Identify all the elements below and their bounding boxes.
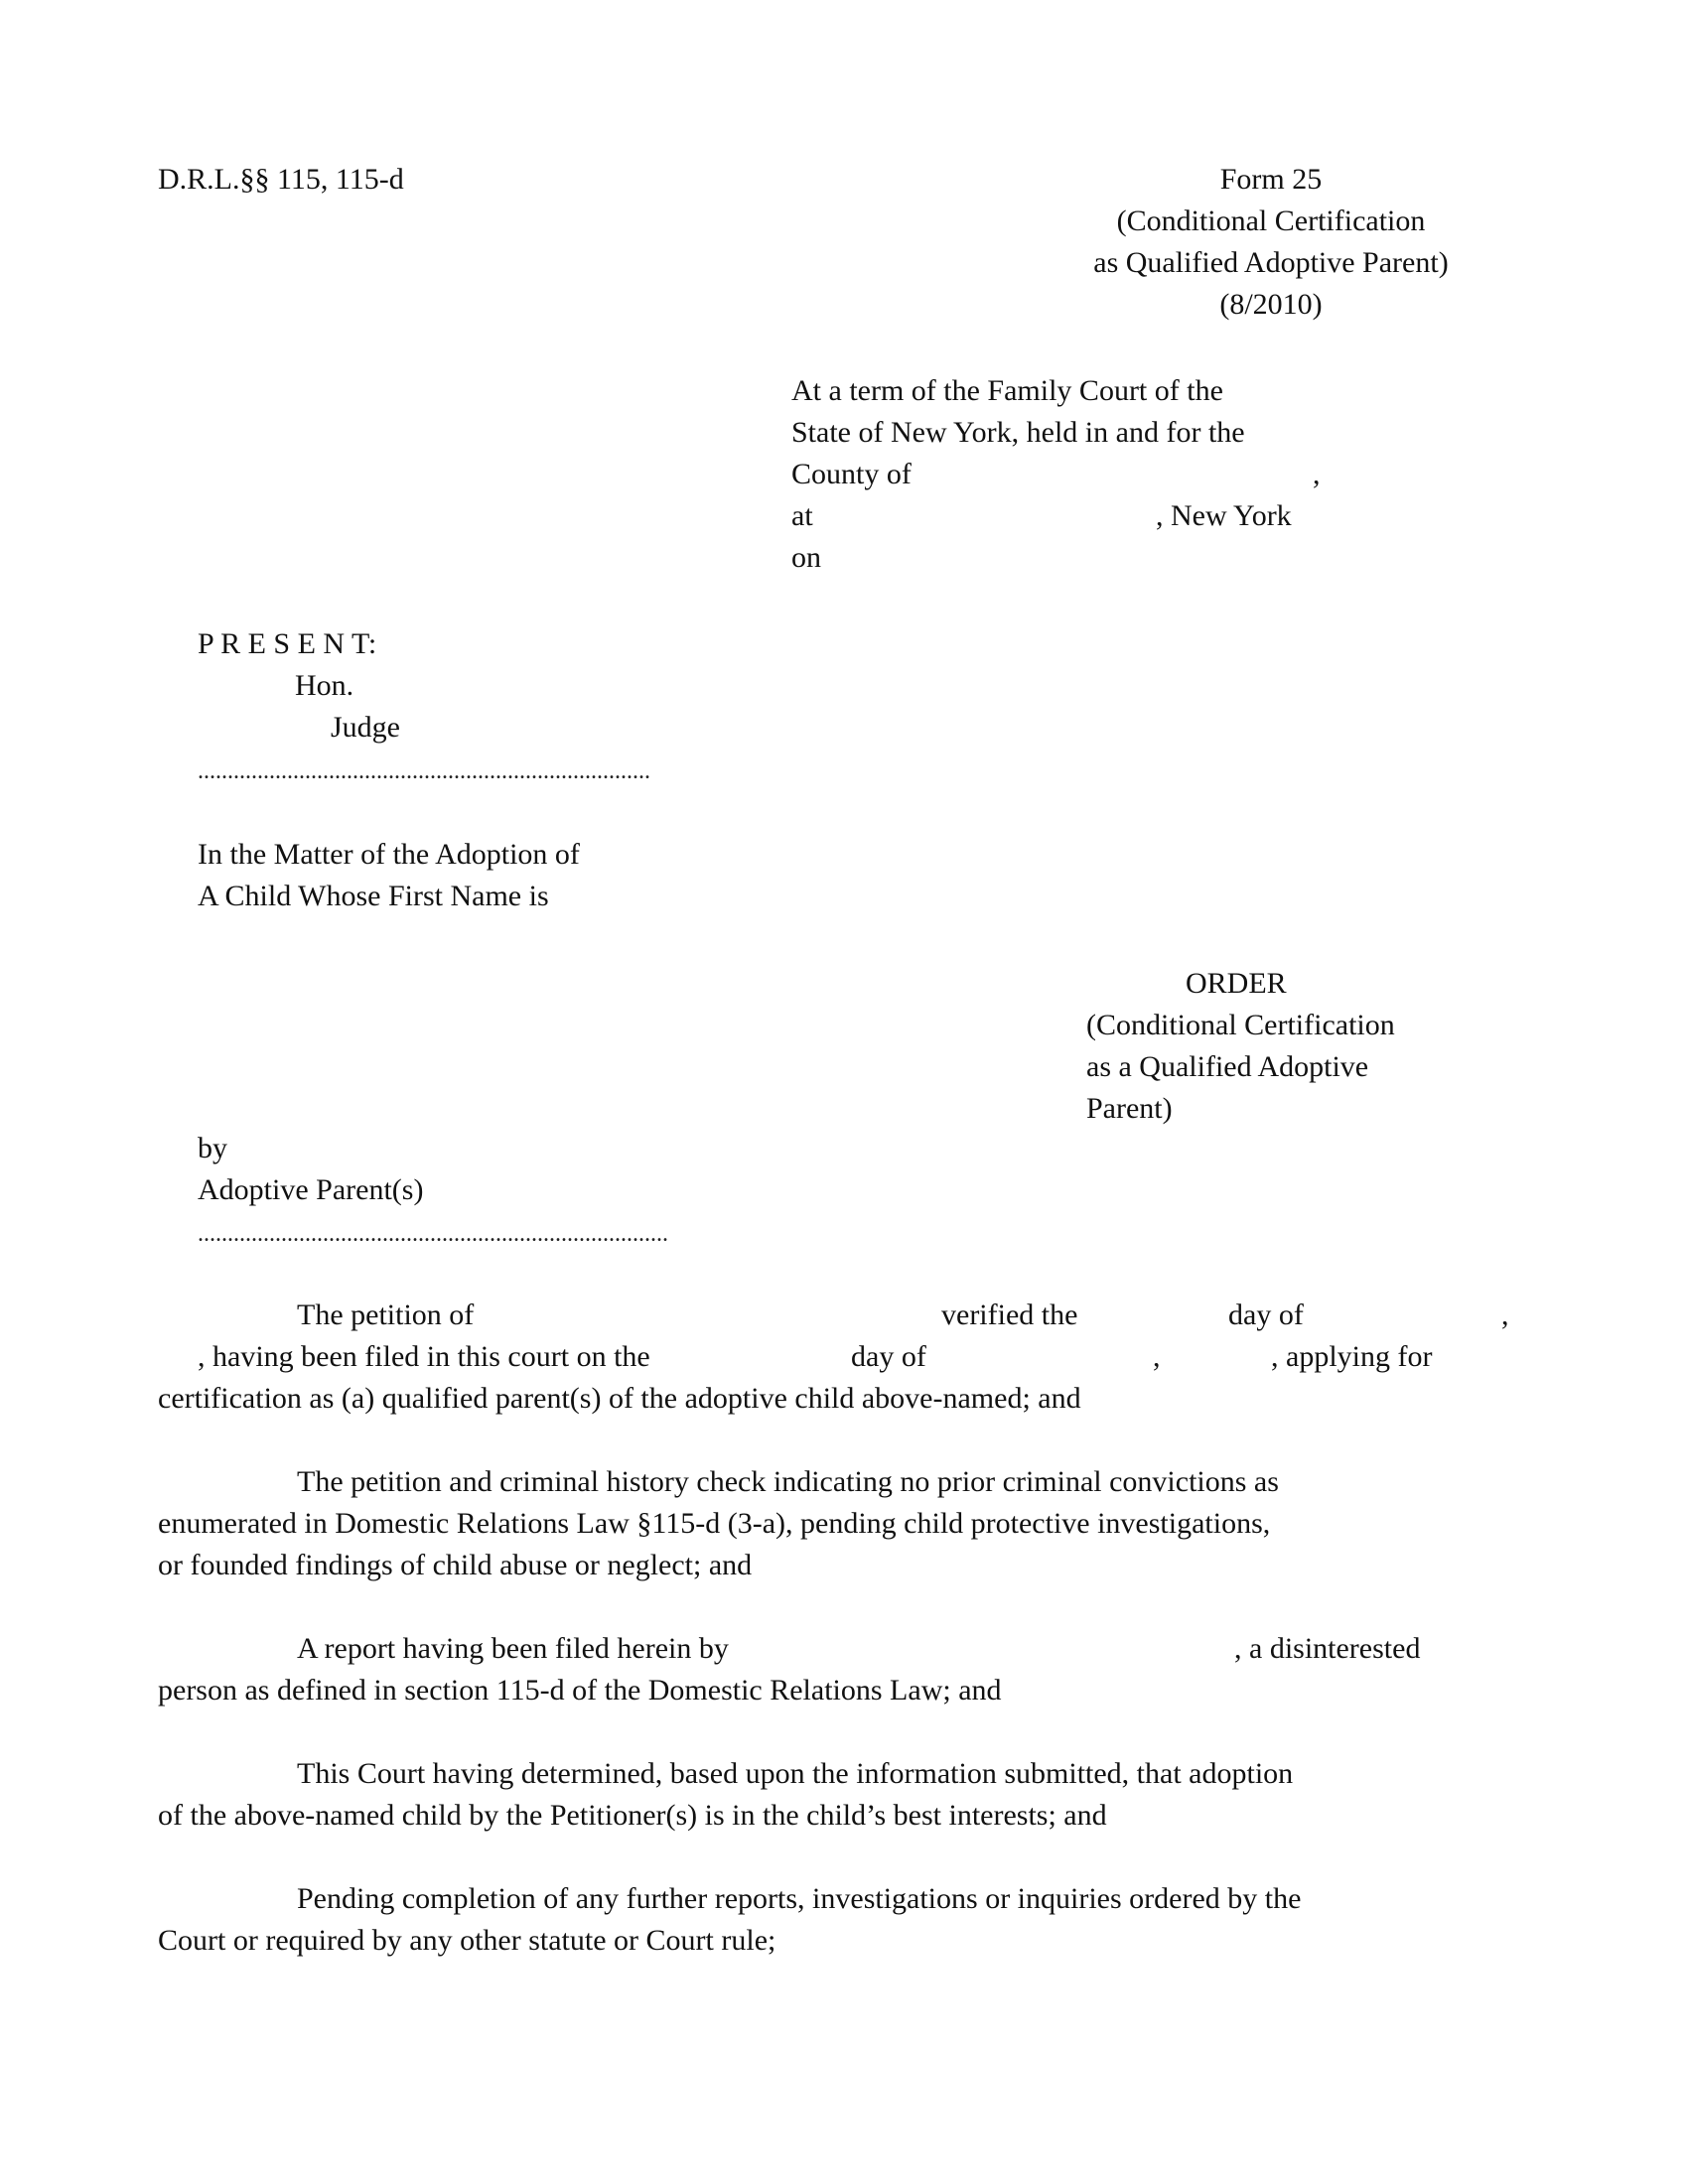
p1-day-of-2: day of [851, 1340, 926, 1373]
form-number: Form 25 [1219, 163, 1323, 196]
hon-label: Hon. [295, 669, 354, 702]
p1-verified-the: verified the [941, 1298, 1078, 1331]
p1-filed-in-court: , having been filed in this court on the [198, 1340, 650, 1373]
at-label: at [791, 499, 813, 532]
order-title: ORDER [1186, 967, 1287, 1000]
caption-adoptive-parents: Adoptive Parent(s) [198, 1173, 424, 1206]
p1-applying-for: , applying for [1271, 1340, 1433, 1373]
county-comma: , [1313, 458, 1321, 490]
paragraph-report [158, 1628, 1498, 1711]
p2-line3: or founded findings of child abuse or neglect; and [158, 1549, 753, 1581]
order-subtitle-line3: Parent) [1086, 1092, 1173, 1125]
p3-disinterested: , a disinterested [1234, 1632, 1421, 1665]
statute-reference: D.R.L.§§ 115, 115-d [158, 163, 404, 196]
form-title-line2: as Qualified Adoptive Parent) [1093, 246, 1449, 279]
paragraph-petition [158, 1295, 1509, 1420]
court-term-line2: State of New York, held in and for the [791, 416, 1245, 449]
p1-comma-2: , [1153, 1340, 1161, 1373]
caption-separator: ............................................................................... [198, 1221, 668, 1247]
county-label: County of [791, 458, 912, 490]
paragraph-pending [158, 1878, 1498, 1962]
judge-label: Judge [331, 711, 400, 744]
p2-line1: The petition and criminal history check indicating no prior criminal convictions as [297, 1465, 1279, 1498]
p1-comma: , [1501, 1298, 1509, 1331]
present-label: P R E S E N T: [198, 627, 377, 660]
order-subtitle-line1: (Conditional Certification [1086, 1009, 1395, 1041]
p1-day-of: day of [1228, 1298, 1304, 1331]
p4-line2: of the above-named child by the Petitioner(s) is in the child’s best interests; and [158, 1799, 1107, 1832]
state-suffix: , New York [1156, 499, 1292, 532]
caption-line2: A Child Whose First Name is [198, 880, 549, 912]
form-title-line1: (Conditional Certification [1116, 205, 1426, 237]
paragraph-criminal-history [158, 1461, 1498, 1586]
p4-line1: This Court having determined, based upon the information submitted, that adoption [297, 1757, 1294, 1790]
on-label: on [791, 541, 821, 574]
form-header [1053, 159, 1489, 326]
p5-line2: Court or required by any other statute or Court rule; [158, 1924, 776, 1957]
p1-certification: certification as (a) qualified parent(s) of the adoptive child above-named; and [158, 1382, 1081, 1415]
form-date: (8/2010) [1219, 288, 1323, 321]
p2-line2: enumerated in Domestic Relations Law §115-d (3-a), pending child protective investigations, [158, 1507, 1271, 1540]
p3-report-filed-by: A report having been filed herein by [297, 1632, 729, 1665]
caption-line1: In the Matter of the Adoption of [198, 838, 580, 871]
order-subtitle-line2: as a Qualified Adoptive [1086, 1050, 1369, 1083]
court-term-line1: At a term of the Family Court of the [791, 374, 1223, 407]
paragraph-best-interests [158, 1753, 1498, 1837]
p3-line2: person as defined in section 115-d of the Domestic Relations Law; and [158, 1674, 1002, 1706]
order-title-block [1086, 963, 1503, 1130]
p1-petition-of: The petition of [297, 1298, 475, 1331]
present-separator: ............................................................................ [198, 758, 650, 784]
court-term-block [791, 370, 1347, 579]
p5-line1: Pending completion of any further reports, investigations or inquiries ordered by the [297, 1882, 1302, 1915]
caption-by: by [198, 1132, 227, 1164]
